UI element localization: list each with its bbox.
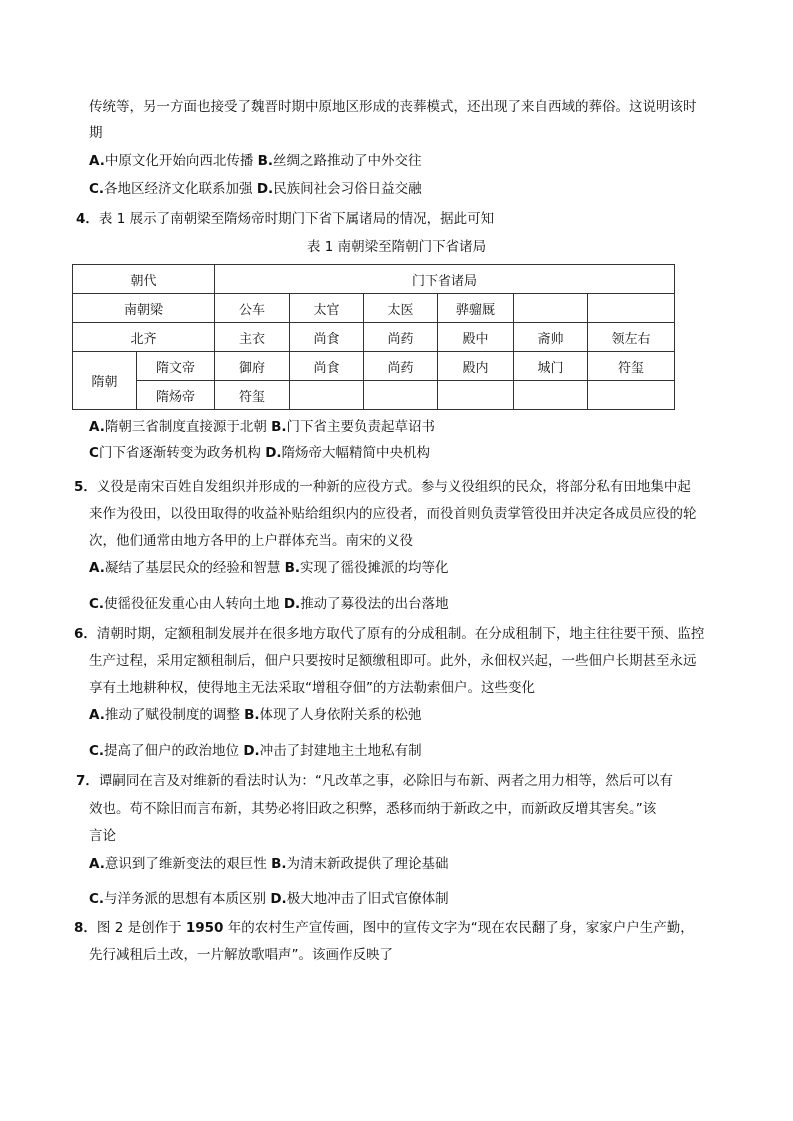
table-cell: 斋帅 (514, 323, 588, 352)
table-cell: 殿内 (438, 352, 514, 381)
table-cell (588, 294, 675, 323)
option-text: 推动了赋役制度的调整 (104, 707, 240, 723)
row-label: 北齐 (73, 323, 215, 352)
question-number: 6． (74, 626, 97, 642)
option-text: 各地区经济文化联系加强 (104, 181, 253, 197)
option-label: D. (283, 596, 301, 612)
row-label-emperor: 隋炀帝 (137, 381, 215, 410)
table-cell: 太医 (364, 294, 438, 323)
question-number: 8． (74, 920, 97, 936)
option-text: 与洋务派的思想有本质区别 (104, 891, 267, 907)
year-text: 1950 (185, 920, 224, 936)
q4-stem (76, 210, 494, 228)
q3-stem-line2: 期 (89, 125, 103, 141)
row-label: 南朝梁 (73, 294, 215, 323)
table-row-wendi (73, 352, 675, 381)
option-text: 极大地冲击了旧式官僚体制 (286, 891, 449, 907)
header-dynasty: 朝代 (73, 265, 215, 294)
option-text: 体现了人身依附关系的松弛 (259, 707, 422, 723)
question-text: 谭嗣同在言及对维新的看法时认为：“凡改革之事，必除旧与布新、两者之用力相等，然后可以有 (98, 773, 673, 789)
table-cell (514, 381, 588, 410)
table-cell: 尚药 (364, 352, 438, 381)
table-cell: 御府 (215, 352, 290, 381)
q7-stem-line2: 效也。苟不除旧而言布新，其势必将旧政之积弊，悉移而纳于新政之中，而新政反增其害矣。”该 (89, 801, 657, 817)
table-cell (364, 381, 438, 410)
q7-stem-line3: 言论 (89, 828, 116, 844)
table-header-row (73, 265, 675, 294)
question-text: 表 1 展示了南朝梁至隋炀帝时期门下省下属诸局的情况，据此可知 (98, 211, 495, 227)
table-row-yangdi (73, 381, 675, 410)
header-bureaus: 门下省诸局 (215, 265, 675, 294)
q6-options-cd (89, 742, 422, 760)
option-label: C. (89, 743, 105, 759)
option-text: 民族间社会习俗日益交融 (273, 181, 422, 197)
table-cell: 尚药 (364, 323, 438, 352)
option-label: C (89, 445, 99, 461)
option-label: B. (244, 707, 260, 723)
q7-options-ab (89, 855, 449, 873)
row-label-dynasty: 隋朝 (73, 352, 137, 410)
question-text: 图 2 是创作于 (96, 920, 186, 936)
option-label: C. (89, 181, 105, 197)
table-cell: 领左右 (588, 323, 675, 352)
table-cell: 符玺 (215, 381, 290, 410)
table-cell (438, 381, 514, 410)
q4-options-ab (89, 418, 435, 436)
option-label: C. (89, 891, 105, 907)
option-text: 门下省逐渐转变为政务机构 (98, 445, 261, 461)
q3-options-cd (89, 180, 422, 198)
table-cell: 主衣 (215, 323, 290, 352)
option-text: 隋炀帝大幅精简中央机构 (281, 445, 431, 461)
option-label: A. (89, 560, 105, 576)
q4-options-cd (89, 444, 430, 462)
option-label: B. (284, 560, 301, 576)
option-text: 实现了徭役摊派的均等化 (300, 560, 449, 576)
q5-stem-line3: 次，他们通常由地方各甲的上户群体充当。南宋的义役 (89, 533, 413, 549)
option-label: A. (89, 419, 105, 435)
table-cell: 殿中 (438, 323, 514, 352)
q5-options-cd (89, 595, 449, 613)
question-text: 年的农村生产宣传画，图中的宣传文字为“现在农民翻了身，家家户户生产勤， (223, 920, 694, 936)
option-label: A. (89, 153, 105, 169)
officials-table (72, 264, 675, 410)
option-text: 为清末新政提供了理论基础 (286, 856, 449, 872)
question-number: 7． (76, 773, 99, 789)
option-label: B. (271, 419, 287, 435)
q5-stem-line2: 来作为役田，以役田取得的收益补贴给组织内的应役者，而役首则负责掌管役田并决定各成员应役的轮 (89, 506, 697, 522)
q7-options-cd (89, 890, 449, 908)
option-label: C. (89, 596, 105, 612)
table-cell: 尚食 (290, 323, 364, 352)
option-text: 意识到了维新变法的艰巨性 (104, 856, 267, 872)
option-text: 提高了佃户的政治地位 (104, 743, 240, 759)
q6-stem-line2: 生产过程，采用定额租制后，佃户只要按时足额缴租即可。此外，永佃权兴起，一些佃户长期甚至永远 (89, 653, 697, 669)
table-row-liang (73, 294, 675, 323)
table-caption: 表 1 南朝梁至隋朝门下省诸局 (306, 239, 487, 255)
question-text: 清朝时期，定额租制发展并在很多地方取代了原有的分成租制。在分成租制下，地主往往要干预、监控 (96, 626, 705, 642)
option-label: B. (271, 856, 287, 872)
option-label: D. (270, 891, 287, 907)
q6-stem-line1 (74, 625, 704, 643)
table-cell: 太官 (290, 294, 364, 323)
option-text: 隋朝三省制度直接源于北朝 (104, 419, 267, 435)
q8-stem-line2: 先行减租后土改，一片解放歌唱声”。该画作反映了 (89, 947, 393, 963)
option-text: 中原文化开始向西北传播 (104, 153, 254, 169)
table-cell: 尚食 (290, 352, 364, 381)
option-text: 丝绸之路推动了中外交往 (273, 153, 422, 169)
option-text: 使徭役征发重心由人转向土地 (104, 596, 280, 612)
option-label: B. (257, 153, 274, 169)
q7-stem-line1 (76, 772, 673, 790)
row-label-emperor: 隋文帝 (137, 352, 215, 381)
option-label: A. (89, 707, 105, 723)
question-text: 义役是南宋百姓自发组织并形成的一种新的应役方式。参与义役组织的民众，将部分私有田地集中起 (96, 479, 691, 495)
table-cell (290, 381, 364, 410)
table-cell: 城门 (514, 352, 588, 381)
option-text: 推动了募役法的出台落地 (300, 596, 449, 612)
option-text: 凝结了基层民众的经验和智慧 (104, 560, 281, 576)
q5-stem-line1 (74, 478, 691, 496)
question-number: 5． (74, 479, 97, 495)
q8-stem-line1 (74, 919, 694, 937)
table-cell: 骅骝厩 (438, 294, 514, 323)
q6-stem-line3: 享有土地耕种权，使得地主无法采取“增租夺佃”的方法勒索佃户。这些变化 (89, 680, 535, 696)
q6-options-ab (89, 706, 422, 724)
option-label: D. (256, 181, 274, 197)
option-text: 门下省主要负责起草诏书 (286, 419, 436, 435)
q5-options-ab (89, 559, 449, 577)
table-cell: 符玺 (588, 352, 675, 381)
option-label: A. (89, 856, 105, 872)
question-number: 4． (76, 211, 99, 227)
table-row-beiqi (73, 323, 675, 352)
option-label: D. (243, 743, 260, 759)
table-cell (588, 381, 675, 410)
option-text: 冲击了封建地主土地私有制 (259, 743, 422, 759)
table-cell (514, 294, 588, 323)
option-label: D. (265, 445, 282, 461)
q3-stem-line1: 传统等，另一方面也接受了魏晋时期中原地区形成的丧葬模式，还出现了来自西域的葬俗。这说明该时 (89, 99, 697, 115)
table-cell: 公车 (215, 294, 290, 323)
q3-options-ab (89, 152, 422, 170)
